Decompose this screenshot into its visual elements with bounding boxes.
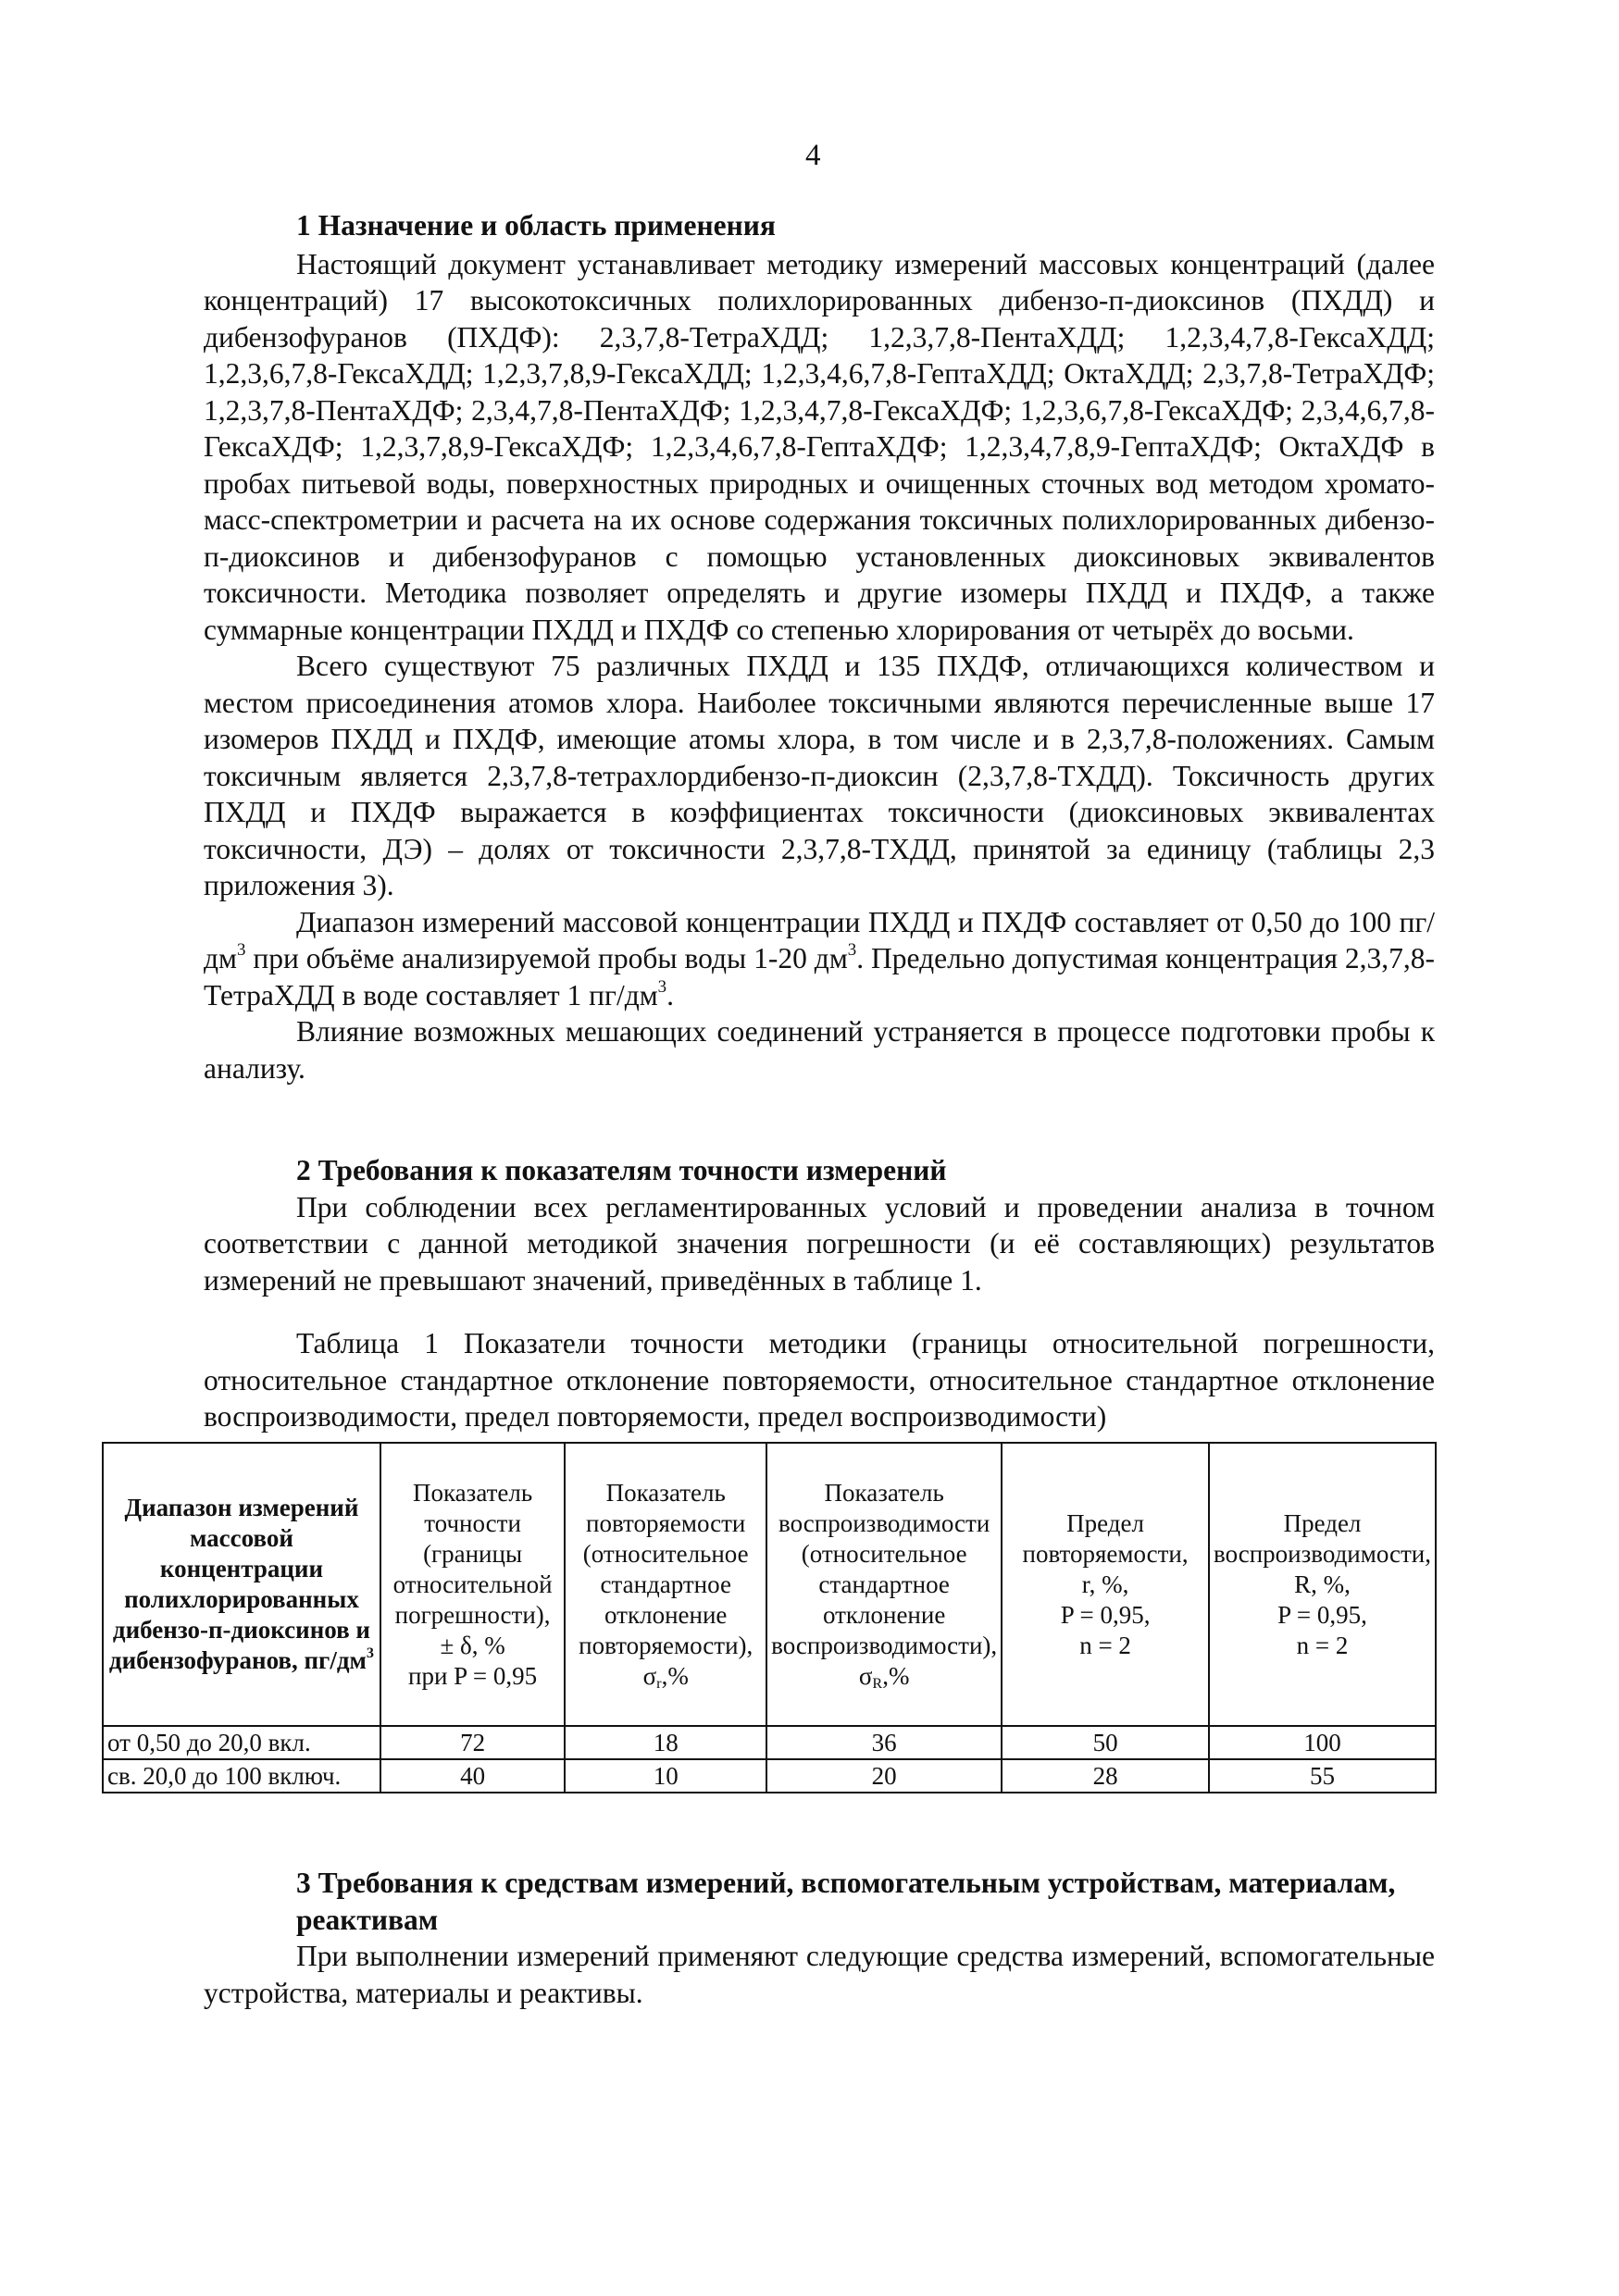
section-1-range-paragraph: Диапазон измерений массовой концентрации ПХДД и ПХДФ составляет от 0,50 до 100 $пг/дм^3$ при объёме анализируемой пробы воды 1-20 $дм^3$. Предельно допустимая концентрация 2,3,7,8-ТетраХДД в воде составляет 1 $пг/дм^3$. xyxy=(204,905,1436,1011)
header-reproducibility: Показатель воспроизводимости (относительное стандартное отклонение воспроизводимости), $\sigma_R,\%$ xyxy=(766,1443,1002,1726)
section-2-heading: 2 Требования к показателям точности измерений xyxy=(296,1154,947,1186)
section-3-paragraph: При выполнении измерений применяют следующие средства измерений, вспомогательные устройства, материалы и реактивы. xyxy=(204,1940,1435,2009)
header-repeatability-limit: Предел повторяемости, r, %, P = 0,95, n = 2 xyxy=(1002,1443,1209,1726)
section-1-influence-paragraph: Влияние возможных мешающих соединений устраняется в процессе подготовки пробы к анализу. xyxy=(204,1015,1435,1085)
header-repeatability: Показатель повторяемости (относительное стандартное отклонение повторяемости), $\sigma_r,\%$ xyxy=(565,1443,766,1726)
cell-repeatability: 10 xyxy=(565,1759,766,1793)
cell-accuracy: 40 xyxy=(380,1759,565,1793)
cell-range: св. 20,0 до 100 включ. xyxy=(103,1759,380,1793)
cell-reproducibility-limit: 100 xyxy=(1209,1726,1436,1759)
table-row xyxy=(103,1759,1436,1793)
table-row xyxy=(103,1726,1436,1759)
cell-repeatability-limit: 28 xyxy=(1002,1759,1209,1793)
section-1-heading: 1 Назначение и область применения xyxy=(296,209,776,242)
cell-repeatability: 18 xyxy=(565,1726,766,1759)
table-header-row xyxy=(103,1443,1436,1726)
section-1-paragraph-2: Всего существуют 75 различных ПХДД и 135 ПХДФ, отличающихся количеством и местом присоединения атомов хлора. Наиболее токсичными являются перечисленные выше 17 изомеров ПХДД и ПХДФ, имеющие атомы хлора, в том числе и в 2,3,7,8-положениях. Самым токсичным является 2,3,7,8-тетрахлордибензо-п-диоксин (2,3,7,8-ТХДД). Токсичность других ПХДД и ПХДФ выражается в коэффициентах токсичности (диоксиновых эквивалентах токсичности, ДЭ) – долях от токсичности 2,3,7,8-ТХДД, принятой за единицу (таблицы 2,3 приложения 3). xyxy=(204,650,1435,901)
table-1-caption-block xyxy=(204,1325,1435,1435)
section-2-paragraph: При соблюдении всех регламентированных условий и проведении анализа в точном соответствии с данной методикой значения погрешности (и её составляющих) результатов измерений не превышают значений, приведённых в таблице 1. xyxy=(204,1190,1435,1297)
cell-repeatability-limit: 50 xyxy=(1002,1726,1209,1759)
section-3-heading: 3 Требования к средствам измерений, вспомогательным устройствам, материалам, реактивам xyxy=(296,1867,1396,1936)
cell-range: от 0,50 до 20,0 вкл. xyxy=(103,1726,380,1759)
section-2 xyxy=(204,1152,1435,1298)
header-range: Диапазон измерений массовой концентрации полихлорированных дибензо-п-диоксинов и дибензофуранов, $пг/дм^3$ xyxy=(103,1443,380,1726)
cell-accuracy: 72 xyxy=(380,1726,565,1759)
header-reproducibility-limit: Предел воспроизводимости, R, %, P = 0,95, n = 2 xyxy=(1209,1443,1436,1726)
section-1 xyxy=(204,207,1435,1086)
section-1-paragraph-1: Настоящий документ устанавливает методику измерений массовых концентраций (далее концентраций) 17 высокотоксичных полихлорированных дибензо-п-диоксинов (ПХДД) и дибензофуранов (ПХДФ): 2,3,7,8-ТетраХДД; 1,2,3,7,8-ПентаХДД; 1,2,3,4,7,8-ГексаХДД; 1,2,3,6,7,8-ГексаХДД; 1,2,3,7,8,9-ГексаХДД; 1,2,3,4,6,7,8-ГептаХДД; ОктаХДД; 2,3,7,8-ТетраХДФ; 1,2,3,7,8-ПентаХДФ; 2,3,4,7,8-ПентаХДФ; 1,2,3,4,7,8-ГексаХДФ; 1,2,3,6,7,8-ГексаХДФ; 2,3,4,6,7,8-ГексаХДФ; 1,2,3,7,8,9-ГексаХДФ; 1,2,3,4,6,7,8-ГептаХДФ; 1,2,3,4,7,8,9-ГептаХДФ; ОктаХДФ в пробах питьевой воды, поверхностных природных и очищенных сточных вод методом хромато-масс-спектрометрии и расчета на их основе содержания токсичных полихлорированных дибензо-п-диоксинов и дибензофуранов с помощью установленных диоксиновых эквивалентов токсичности. Методика позволяет определять и другие изомеры ПХДД и ПХДФ, а также суммарные концентрации ПХДД и ПХДФ со степенью хлорирования от четырёх до восьми. xyxy=(204,247,1435,646)
table-1-caption: Таблица 1 Показатели точности методики (границы относительной погрешности, относительное стандартное отклонение повторяемости, относительное стандартное отклонение воспроизводимости, предел повторяемости, предел воспроизводимости) xyxy=(204,1327,1435,1433)
header-accuracy: Показатель точности (границы относительной погрешности), ± δ, % при P = 0,95 xyxy=(380,1443,565,1726)
cell-reproducibility: 20 xyxy=(766,1759,1002,1793)
cell-reproducibility-limit: 55 xyxy=(1209,1759,1436,1793)
accuracy-table xyxy=(102,1442,1437,1793)
cell-reproducibility: 36 xyxy=(766,1726,1002,1759)
section-3 xyxy=(204,1865,1435,2011)
page-number: 4 xyxy=(805,139,821,172)
